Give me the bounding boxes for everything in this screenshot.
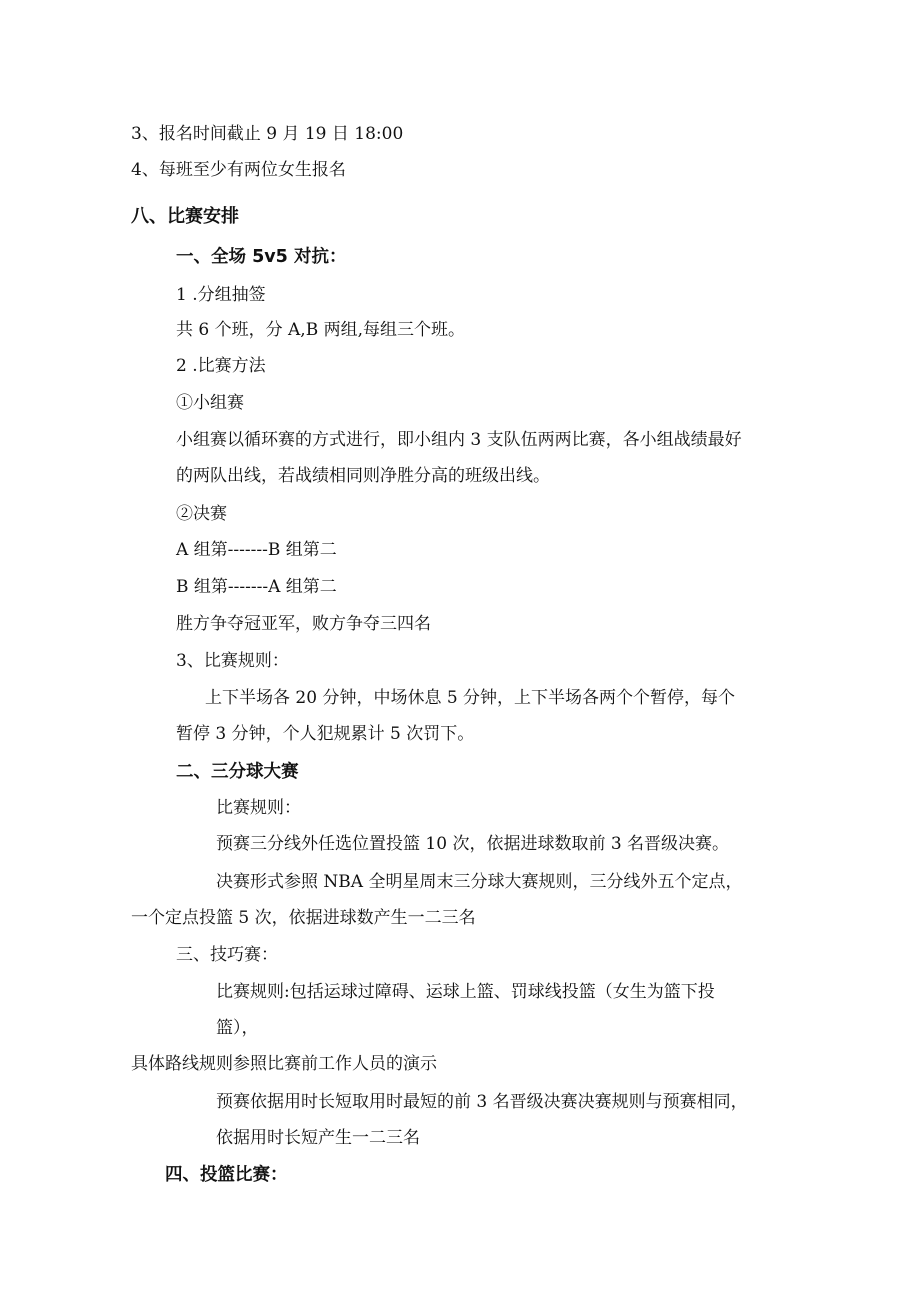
text-line: 2 .比赛方法 [176, 356, 266, 376]
text-line: 胜方争夺冠亚军，败方争夺三四名 [176, 614, 431, 634]
text-line: 一个定点投篮 5 次，依据进球数产生一二三名 [131, 908, 476, 928]
text-line: 具体路线规则参照比赛前工作人员的演示 [131, 1054, 437, 1074]
text-line: ②决赛 [176, 504, 227, 524]
text-line: 上下半场各 20 分钟，中场休息 5 分钟，上下半场各两个个暂停，每个 [205, 688, 736, 708]
text-line: A 组第-------B 组第二 [176, 540, 337, 560]
text-line: 的两队出线，若战绩相同则净胜分高的班级出线。 [176, 466, 550, 486]
text-line: 比赛规则:包括运球过障碍、运球上篮、罚球线投篮（女生为篮下投 [216, 982, 715, 1002]
text-line: 预赛三分线外任选位置投篮 10 次，依据进球数取前 3 名晋级决赛。 [216, 834, 730, 854]
text-line: 共 6 个班，分 A,B 两组,每组三个班。 [176, 320, 466, 340]
text-line: 小组赛以循环赛的方式进行，即小组内 3 支队伍两两比赛，各小组战绩最好 [176, 430, 742, 450]
text-line: 篮）， [216, 1018, 259, 1038]
text-line: 预赛依据用时长短取用时最短的前 3 名晋级决赛决赛规则与预赛相同， [216, 1092, 748, 1112]
text-line: 3、报名时间截止 9 月 19 日 18:00 [131, 124, 404, 144]
subsection-heading: 三、技巧赛： [176, 945, 278, 965]
text-line: 4、每班至少有两位女生报名 [131, 160, 346, 180]
text-line: 暂停 3 分钟，个人犯规累计 5 次罚下。 [176, 724, 475, 744]
text-line: B 组第-------A 组第二 [176, 577, 337, 597]
text-line: ①小组赛 [176, 393, 244, 413]
subsection-heading: 四、投篮比赛： [165, 1165, 288, 1185]
text-line: 决赛形式参照 NBA 全明星周末三分球大赛规则，三分线外五个定点， [216, 872, 743, 892]
subsection-heading: 一、全场 5v5 对抗： [176, 247, 347, 267]
subsection-heading: 二、三分球大赛 [176, 762, 299, 782]
text-line: 3、比赛规则： [176, 651, 289, 671]
text-line: 1 .分组抽签 [176, 285, 266, 305]
text-line: 比赛规则： [216, 798, 301, 818]
text-line: 依据用时长短产生一二三名 [216, 1128, 420, 1148]
section-heading: 八、比赛安排 [131, 206, 239, 227]
